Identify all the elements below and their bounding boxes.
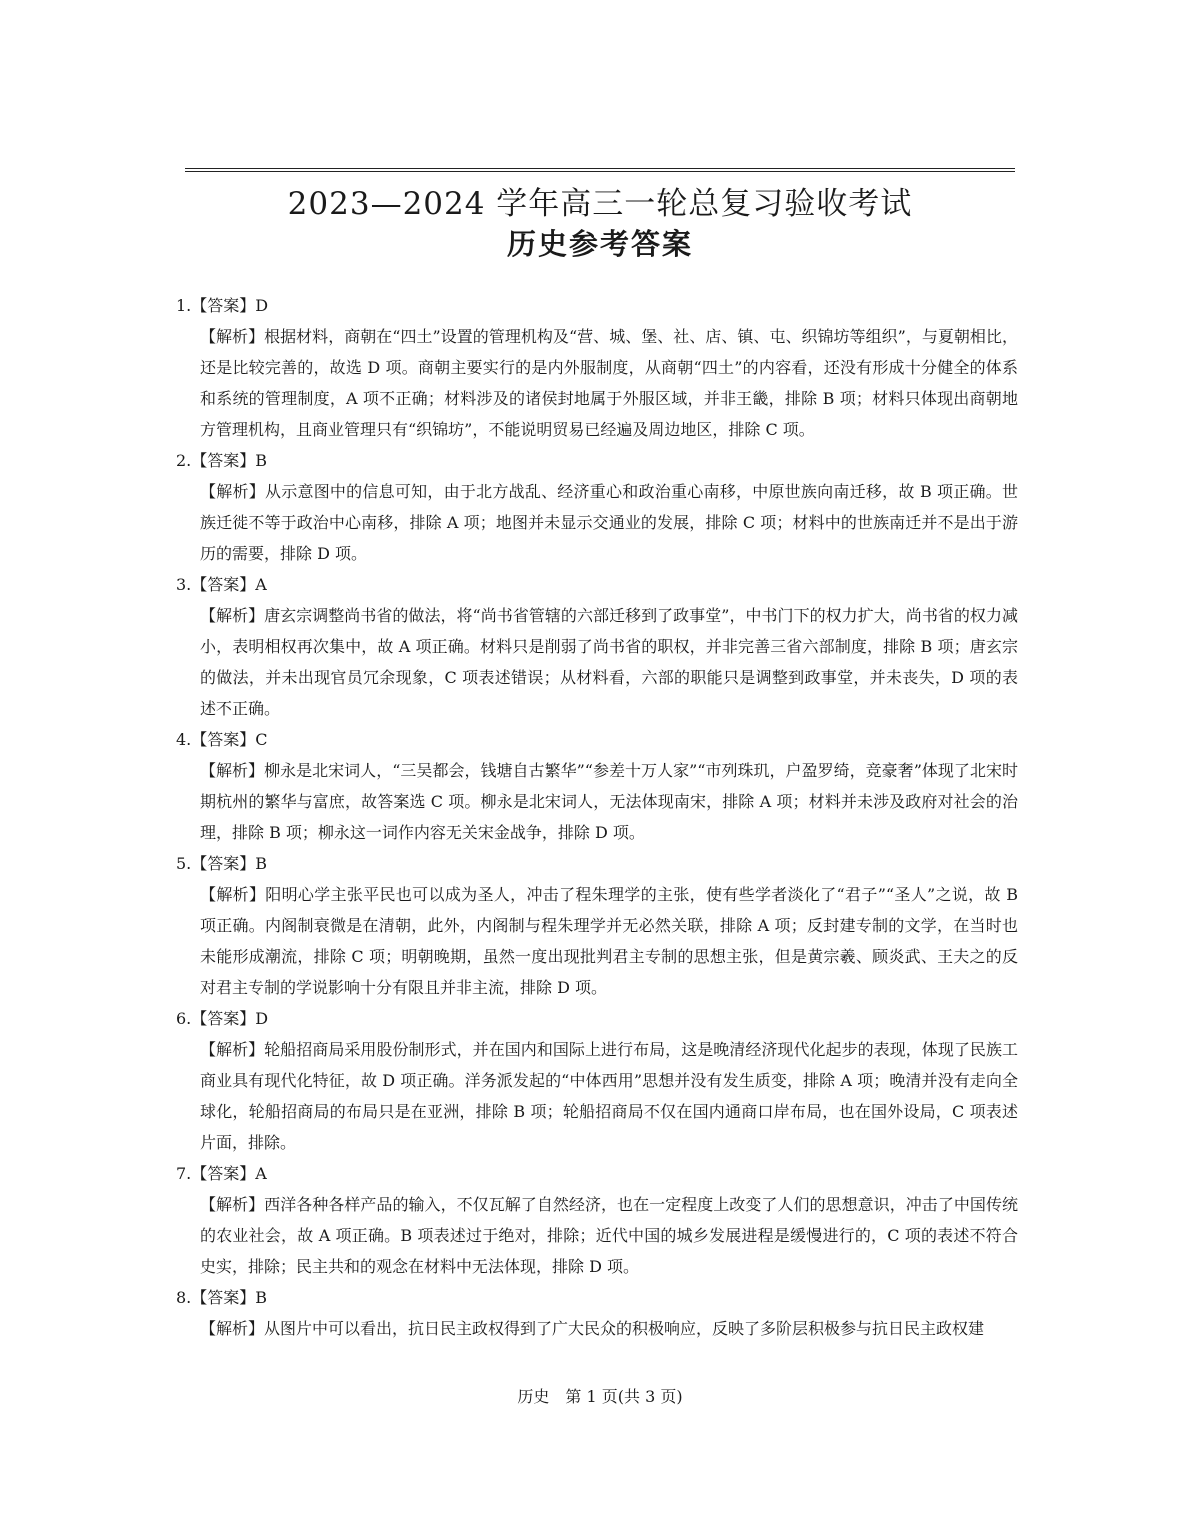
explanation-text: 【解析】根据材料，商朝在“四土”设置的管理机构及“营、城、堡、社、店、镇、屯、织锦坊等组织”，与夏朝相比，还是比较完善的，故选 D 项。商朝主要实行的是内外服制度，从商朝“四土”的内容看，还没有形成十分健全的体系和系统的管理制度，A 项不正确；材料涉及的诸侯封地属于外服区域，并非王畿，排除 B 项；材料只体现出商朝地方管理机构，且商业管理只有“织锦坊”，不能说明贸易已经遍及周边地区，排除 C 项。 [200,327,1018,439]
answer-label: 5.【答案】B [176,854,268,873]
explanation-text: 【解析】唐玄宗调整尚书省的做法，将“尚书省管辖的六部迁移到了政事堂”，中书门下的权力扩大，尚书省的权力减小，表明相权再次集中，故 A 项正确。材料只是削弱了尚书省的职权，并非完善三省六部制度，排除 B 项；唐玄宗的做法，并未出现官员冗余现象，C 项表述错误；从材料看，六部的职能只是调整到政事堂，并未丧失，D 项的表述不正确。 [200,606,1018,718]
answer-label: 8.【答案】B [176,1288,268,1307]
explanation-text: 【解析】柳永是北宋词人，“三吴都会，钱塘自古繁华”“参差十万人家”“市列珠玑，户盈罗绮，竞豪奢”体现了北宋时期杭州的繁华与富庶，故答案选 C 项。柳永是北宋词人，无法体现南宋，排除 A 项；材料并未涉及政府对社会的治理，排除 B 项；柳永这一词作内容无关宋金战争，排除 D 项。 [200,761,1018,842]
answer-item-2 [176,445,1018,569]
explanation-text: 【解析】从图片中可以看出，抗日民主政权得到了广大民众的积极响应，反映了多阶层积极参与抗日民主政权建 [200,1319,985,1338]
header-rule-top [185,168,1015,169]
answer-item-7 [176,1158,1018,1282]
answer-item-4 [176,724,1018,848]
explanation-text: 【解析】西洋各种各样产品的输入，不仅瓦解了自然经济，也在一定程度上改变了人们的思想意识，冲击了中国传统的农业社会，故 A 项正确。B 项表述过于绝对，排除；近代中国的城乡发展进程是缓慢进行的，C 项的表述不符合史实，排除；民主共和的观念在材料中无法体现，排除 D 项。 [200,1195,1018,1276]
answer-label: 3.【答案】A [176,575,267,594]
header-rule-bottom [185,171,1015,172]
explanation-text: 【解析】阳明心学主张平民也可以成为圣人，冲击了程朱理学的主张，使有些学者淡化了“君子”“圣人”之说，故 B 项正确。内阁制衰微是在清朝，此外，内阁制与程朱理学并无必然关联，排除 A 项；反封建专制的文学，在当时也未能形成潮流，排除 C 项；明朝晚期，虽然一度出现批判君主专制的思想主张，但是黄宗羲、顾炎武、王夫之的反对君主专制的学说影响十分有限且并非主流，排除 D 项。 [200,885,1018,997]
answer-item-8 [176,1282,1018,1344]
answer-key-subtitle: 历史参考答案 [506,227,693,261]
page-footer: 历史 第 1 页(共 3 页) [517,1387,683,1406]
answer-item-1 [176,290,1018,445]
explanation-text: 【解析】轮船招商局采用股份制形式，并在国内和国际上进行布局，这是晚清经济现代化起步的表现，体现了民族工商业具有现代化特征，故 D 项正确。洋务派发起的“中体西用”思想并没有发生质变，排除 A 项；晚清并没有走向全球化，轮船招商局的布局只是在亚洲，排除 B 项；轮船招商局不仅在国内通商口岸布局，也在国外设局，C 项表述片面，排除。 [200,1040,1018,1152]
answer-item-3 [176,569,1018,724]
exam-title: 2023—2024 学年高三一轮总复习验收考试 [287,186,913,222]
answer-label: 7.【答案】A [176,1164,267,1183]
explanation-text: 【解析】从示意图中的信息可知，由于北方战乱、经济重心和政治重心南移，中原世族向南迁移，故 B 项正确。世族迁徙不等于政治中心南移，排除 A 项；地图并未显示交通业的发展，排除 C 项；材料中的世族南迁并不是出于游历的需要，排除 D 项。 [200,482,1018,563]
answer-label: 1.【答案】D [176,296,269,315]
answer-item-6 [176,1003,1018,1158]
answer-label: 4.【答案】C [176,730,268,749]
answer-list [176,290,1018,1344]
answer-item-5 [176,848,1018,1003]
answer-label: 2.【答案】B [176,451,268,470]
answer-label: 6.【答案】D [176,1009,269,1028]
